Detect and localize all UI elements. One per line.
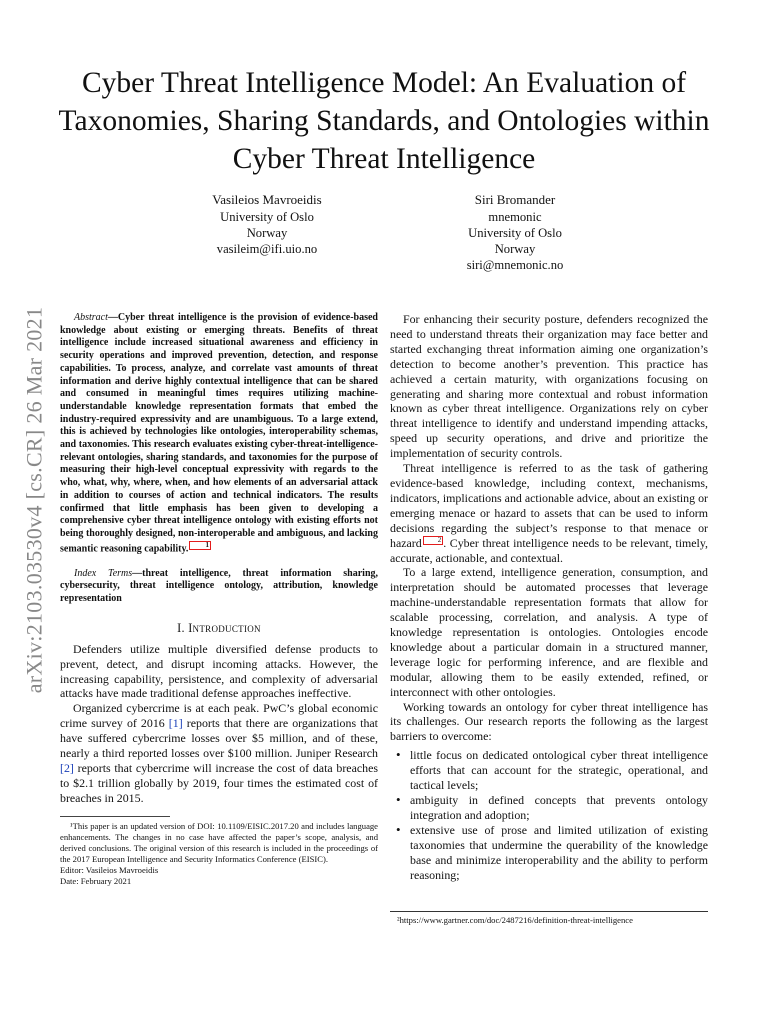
intro-paragraph-2 [60,701,378,805]
author-email[interactable]: siri@mnemonic.no [466,258,564,272]
intro-paragraph-1: Defenders utilize multiple diversified defense products to prevent, detect, and disrupt incoming attacks. However, the increasing capability, persistence, and complexity of adversarial attacks have made traditional defense approaches ineffective. [60,641,378,701]
author-name: Siri Bromander [474,192,556,207]
arxiv-stamp [14,270,54,730]
author-country: Norway [246,226,288,240]
author-name: Vasileios Mavroeidis [212,192,322,207]
footnote-divider [60,816,170,817]
list-item: • extensive use of prose and limited utilization of existing taxonomies that undermine the querability of the knowledge base and minimize interoperability and the ability to perform reasoning; [410,823,708,883]
citation-link-2[interactable]: [2] [60,760,74,775]
barriers-list [390,748,708,882]
body-paragraph-1: For enhancing their security posture, defenders recognized the need to understand threats their organization may face better and started exchanging threat information aiming one organization’s detection to become another’s prevention. This practice has achieved a certain maturity, with organizations focusing on generating and sharing more contextual and robust information known as cyber threat intelligence. Organizations rely on cyber threat intelligence to identify and understand impending attacks, speed up security operations, and drive and prioritize the implementation of security controls. [390,312,708,461]
author-affiliation: University of Oslo [468,226,562,240]
author-email[interactable]: vasileim@ifi.uio.no [216,242,318,256]
abstract: Abstract—Cyber threat intelligence is the provision of evidence-based knowledge about existing or emerging threats. Benefits of threat intelligence include increased situational awareness and efficiency in security operations and improved prevention, detection, and response capabilities. To process, analyze, and correlate vast amounts of threat information and derive highly contextual intelligence that can be shared and consumed in meaningful times requires utilizing machine-understandable knowledge representation formats that embed the industry-required expressivity and are unambiguous. To a large extend, this is achieved by technologies like ontologies, interoperability schemas, and taxonomies. This research evaluates existing cyber-threat-intelligence-relevant ontologies, sharing standards, and taxonomies for the purpose of measuring their high-level conceptual expressivity with regards to the who, what, why, where, when, and how elements of an adversarial attack in addition to courses of action and technical indicators. The results confirmed that little emphasis has been given to developing a comprehensive cyber threat intelligence ontology with existing efforts not being thoroughly designed, non-interoperable and ambiguous, and lacking semantic reasoning capability. 1 [60,312,378,554]
body-paragraph-4: Working towards an ontology for cyber threat intelligence has its challenges. Our research reports the following as the largest barriers to overcome: [390,699,708,744]
footnote-1 [60,821,378,887]
footnote-editor: Editor: Vasileios Mavroeidis [60,864,159,875]
author-affiliation: University of Oslo [220,210,314,224]
author-block-1 [182,192,352,257]
index-terms-lead: Index Terms [74,567,133,579]
author-block-2 [430,192,600,273]
body-paragraph-2 [390,461,708,565]
author-country: Norway [494,242,536,256]
intro-p2-text: reports that there are organizations that have suffered cybercrime losses over $5 million, and of these, nearly a third reported losses over $100 million. Juniper Research [60,716,378,761]
citation-link-1[interactable]: [1] [168,716,183,731]
footnote-1-link[interactable]: 1 [189,541,211,550]
abstract-body: Cyber threat intelligence is the provision of evidence-based knowledge about existing or emerging threats. Benefits of threat intelligence include increased situational awareness and efficiency in security operations and improved prevention, detection, and response capabilities. To process, analyze, and correlate vast amounts of threat information and derive highly contextual intelligence that can be shared and consumed in meaningful times requires utilizing machine-understandable knowledge representation formats that embed the industry-required expressivity and are unambiguous. To a large extend, this is achieved by technologies like ontologies, interoperability schemas, and taxonomies. This research evaluates existing cyber-threat-intelligence-relevant ontologies, sharing standards, and taxonomies for the purpose of measuring their high-level conceptual expressivity with regards to the who, what, why, where, when, and how elements of an adversarial attack in addition to courses of action and technical indicators. The results confirmed that little emphasis has been given to developing a comprehensive cyber threat intelligence ontology with existing efforts not being thoroughly designed, non-interoperable and ambiguous, and lacking semantic reasoning capability. [60,312,378,554]
index-terms-body: threat intelligence, threat information sharing, cybersecurity, threat intelligence ontology, attribution, knowledge representation [60,567,378,605]
intro-p2-text: reports that cybercrime will increase the cost of data breaches to $2.1 trillion globally by 2019, four times the estimated cost of breaches in 2015. [60,760,378,805]
footnote-2-link[interactable]: 2 [423,536,444,545]
right-column [390,312,708,882]
index-terms: Index Terms—threat intelligence, threat information sharing, cybersecurity, threat intelligence ontology, attribution, knowledge representation [60,567,378,605]
list-item: • little focus on dedicated ontological cyber threat intelligence efforts that can account for the strategic, operational, and tactical levels; [410,748,708,793]
intro-p2-text: Organized cybercrime is at each peak. PwC’s global economic crime survey of 2016 [60,701,378,731]
body-paragraph-3: To a large extend, intelligence generation, consumption, and interpretation should be automated processes that leverage machine-understandable representation formats that allow for scalable processing, correlation, and analysis. A type of knowledge representation is ontologies. Ontologies encode knowledge about a particular domain in a structured manner, leverage logic for performing inference, and are flexible and modular, allowing them to be easily extended, refined, or interconnect with other ontologies. [390,565,708,699]
author-affiliation: mnemonic [488,210,542,224]
footnote-1-text: ¹This paper is an updated version of DOI: 10.1109/EISIC.2017.20 and includes language enhancements. The changes in no case have affected the paper’s scope, analysis, and derived conclusions. The original version of this research is included in the proceedings of the 2017 European Intelligence and Security Informatics Conference (EISIC). [60,820,378,864]
body-p2-text: . Cyber threat intelligence needs to be relevant, timely, accurate, actionable, and contextual. [390,535,708,565]
footnote-2-divider [390,911,708,912]
list-item: • ambiguity in defined concepts that prevents ontology integration and adoption; [410,793,708,823]
footnote-date: Date: February 2021 [60,875,132,886]
paper-title: Cyber Threat Intelligence Model: An Evaluation of Taxonomies, Sharing Standards, and Ontologies within Cyber Threat Intelligence [58,67,710,175]
abstract-lead: Abstract [74,312,108,323]
left-column [60,312,378,887]
section-heading-introduction: I. Introduction [177,620,261,635]
body-p2-text: Threat intelligence is referred to as the task of gathering evidence-based knowledge, including context, mechanisms, indicators, implications and actionable advice, about an existing or emerging menace or hazard to assets that can be used to inform decisions regarding the subject’s response to that menace or hazard [390,461,708,550]
arxiv-stamp-text: arXiv:2103.03530v4 [cs.CR] 26 Mar 2021 [21,306,46,694]
footnote-2-url[interactable]: ²https://www.gartner.com/doc/2487216/definition-threat-intelligence [397,915,633,925]
